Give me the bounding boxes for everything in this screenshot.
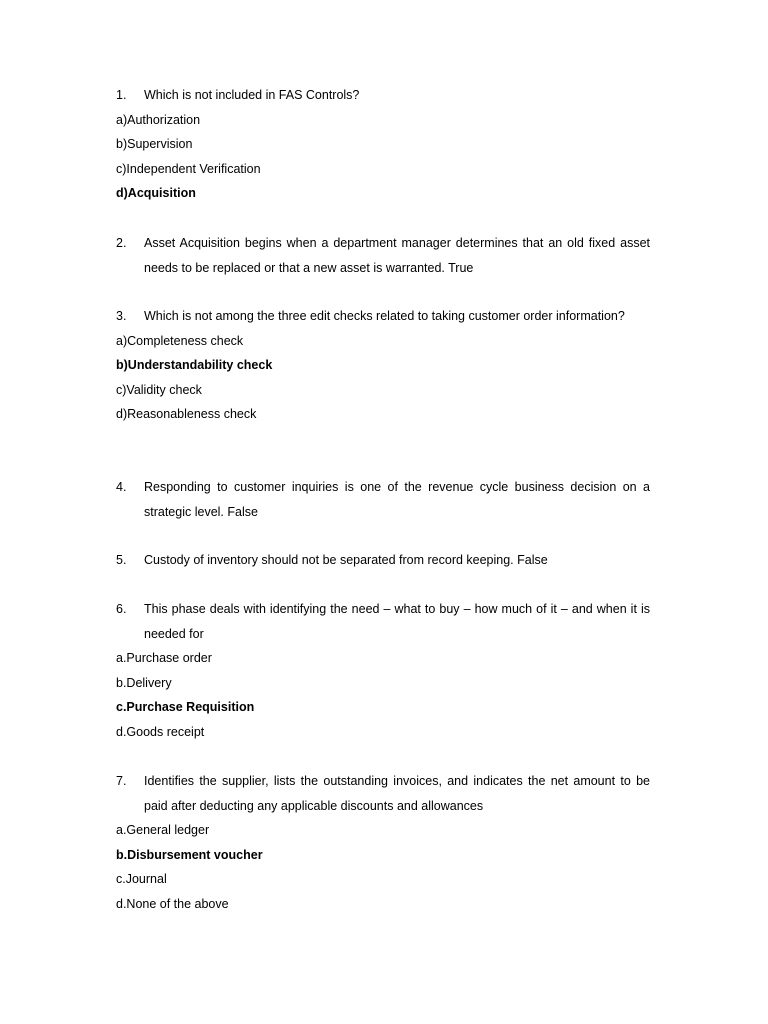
answer-option: b)Supervision (116, 137, 193, 151)
question-number: 2. (116, 236, 127, 250)
question-text: Which is not among the three edit checks related to taking customer order information? (144, 309, 625, 323)
question-5 (116, 548, 650, 573)
question-2 (116, 231, 650, 280)
answer-option-correct: b)Understandability check (116, 358, 273, 372)
question-text: Responding to customer inquiries is one of the revenue cycle business decision on a strategic level. False (144, 480, 650, 519)
answer-option: c)Independent Verification (116, 161, 261, 176)
answer-option: c.Journal (116, 872, 167, 886)
question-stem (116, 304, 650, 329)
answer-option: a.Purchase order (116, 651, 212, 665)
answer-option: a)Completeness check (116, 333, 244, 348)
question-text: Which is not included in FAS Controls? (144, 88, 360, 102)
answer-options (116, 329, 650, 427)
answer-option: b.Delivery (116, 675, 172, 690)
question-number: 1. (116, 88, 127, 102)
answer-option: d.None of the above (116, 896, 229, 911)
answer-options (116, 646, 650, 744)
question-number: 7. (116, 774, 127, 788)
question-number: 5. (116, 553, 127, 567)
answer-option-correct: d)Acquisition (116, 186, 196, 200)
answer-option-correct: b.Disbursement voucher (116, 847, 263, 862)
question-6 (116, 597, 650, 744)
question-number: 4. (116, 480, 127, 494)
question-3 (116, 304, 650, 427)
question-4 (116, 475, 650, 524)
question-text: Asset Acquisition begins when a department manager determines that an old fixed asset needs to be replaced or that a new asset is warranted. True (144, 236, 650, 275)
answer-option: a.General ledger (116, 823, 210, 837)
answer-options (116, 818, 650, 916)
answer-options (116, 108, 650, 206)
answer-option: c)Validity check (116, 382, 202, 397)
answer-option: d)Reasonableness check (116, 407, 257, 421)
question-7 (116, 769, 650, 916)
question-text: This phase deals with identifying the need – what to buy – how much of it – and when it is needed for (144, 602, 650, 641)
question-number: 3. (116, 309, 127, 323)
question-stem (116, 231, 650, 280)
question-number: 6. (116, 602, 127, 616)
question-stem (116, 475, 650, 524)
question-stem (116, 548, 650, 573)
answer-option-correct: c.Purchase Requisition (116, 700, 255, 714)
question-text: Identifies the supplier, lists the outstanding invoices, and indicates the net amount to be paid after deducting any applicable discounts and allowances (144, 774, 650, 813)
question-stem (116, 83, 650, 108)
question-stem (116, 597, 650, 646)
answer-option: d.Goods receipt (116, 724, 205, 739)
question-1 (116, 83, 650, 206)
question-text: Custody of inventory should not be separated from record keeping. False (144, 553, 548, 567)
question-stem (116, 769, 650, 818)
answer-option: a)Authorization (116, 112, 201, 127)
